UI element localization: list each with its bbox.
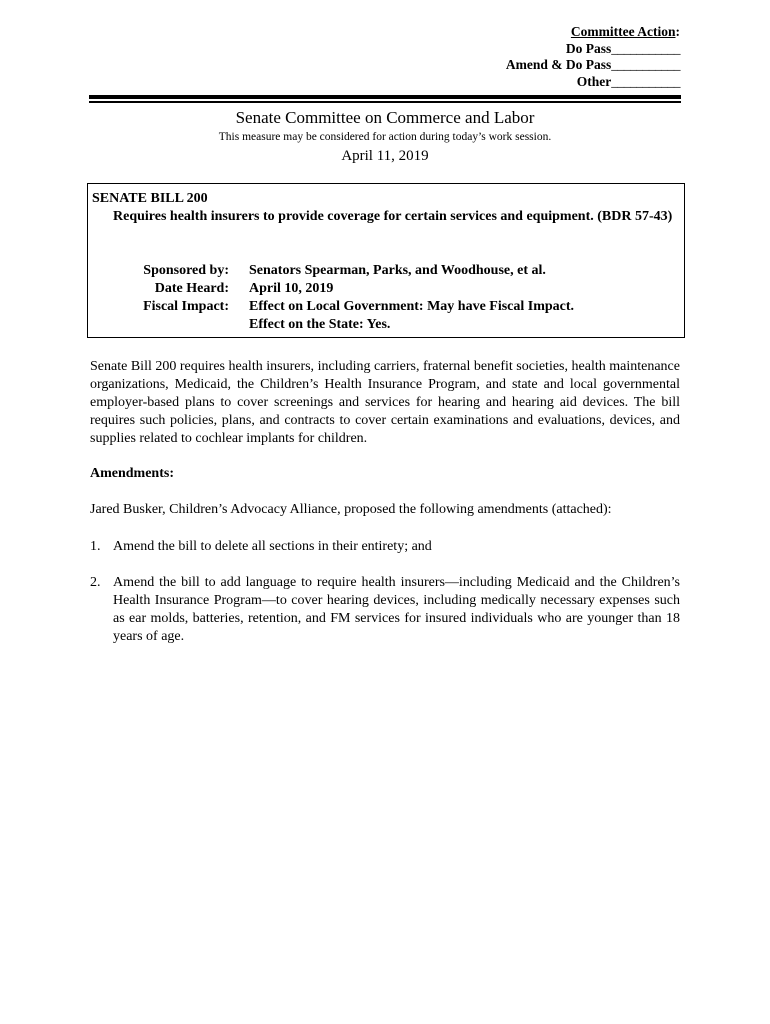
hearing-date: April 11, 2019: [341, 148, 429, 164]
action-blank: ___________: [611, 57, 680, 72]
bill-number: SENATE BILL 200: [92, 191, 208, 206]
info-row-fiscal-impact: [88, 298, 684, 316]
list-item: [90, 574, 680, 646]
action-line-other: [506, 74, 680, 91]
bill-info-box: [87, 183, 685, 338]
amendments-list: [90, 538, 680, 646]
committee-action-title: Committee Action: [570, 24, 676, 39]
action-blank: ___________: [611, 40, 680, 56]
amendments-intro: Jared Busker, Children’s Advocacy Alliance, proposed the following amendments (attached):: [90, 502, 612, 517]
action-label: Other: [576, 73, 612, 89]
amendments-heading: Amendments:: [90, 466, 174, 481]
info-value: Senators Spearman, Parks, and Woodhouse, et al.: [249, 263, 546, 278]
info-label: Date Heard:: [154, 281, 229, 296]
info-row-state-effect: [88, 316, 684, 334]
committee-title: Senate Committee on Commerce and Labor: [235, 108, 535, 127]
action-line-amend-do-pass: [506, 57, 680, 74]
committee-action-block: [506, 24, 680, 90]
info-label: Sponsored by:: [143, 263, 229, 278]
header-divider-thick: [89, 95, 681, 99]
action-label: Do Pass: [565, 40, 612, 56]
info-value: April 10, 2019: [249, 281, 334, 296]
bill-summary: Senate Bill 200 requires health insurers, including carriers, fraternal benefit societies, health maintenance organizations, Medicaid, the Children’s Health Insurance Program, and state and local governmental employer-based plans to cover screenings and services for hearing and hearing aid devices. The bill requires such policies, plans, and contracts to cover certain examinations and evaluations, devices, and supplies related to cochlear implants for children.: [90, 359, 680, 446]
bill-description: Requires health insurers to provide coverage for certain services and equipment. (BDR 57-43): [113, 209, 673, 224]
header-divider-thin: [89, 101, 681, 103]
info-row-date-heard: [88, 280, 684, 298]
action-line-do-pass: [506, 41, 680, 58]
list-item-number: 2.: [90, 575, 101, 590]
list-item-text: Amend the bill to add language to require health insurers—including Medicaid and the Children’s Health Insurance Program—to cover hearing devices, including medically necessary expenses such as ear molds, batteries, retention, and FM services for insured individuals who are younger than 18 years of age.: [113, 575, 680, 644]
info-label: Fiscal Impact:: [143, 299, 229, 314]
list-item-number: 1.: [90, 539, 101, 554]
committee-action-heading: [506, 24, 680, 41]
list-item: [90, 538, 680, 556]
info-row-sponsors: [88, 262, 684, 280]
committee-action-colon: :: [675, 24, 680, 39]
work-session-notice: This measure may be considered for action during today’s work session.: [218, 131, 552, 143]
list-item-text: Amend the bill to delete all sections in their entirety; and: [113, 539, 432, 554]
action-label: Amend & Do Pass: [505, 57, 612, 72]
info-value: Effect on the State: Yes.: [249, 317, 391, 332]
action-blank: ___________: [611, 73, 680, 89]
info-value: Effect on Local Government: May have Fiscal Impact.: [249, 299, 575, 314]
